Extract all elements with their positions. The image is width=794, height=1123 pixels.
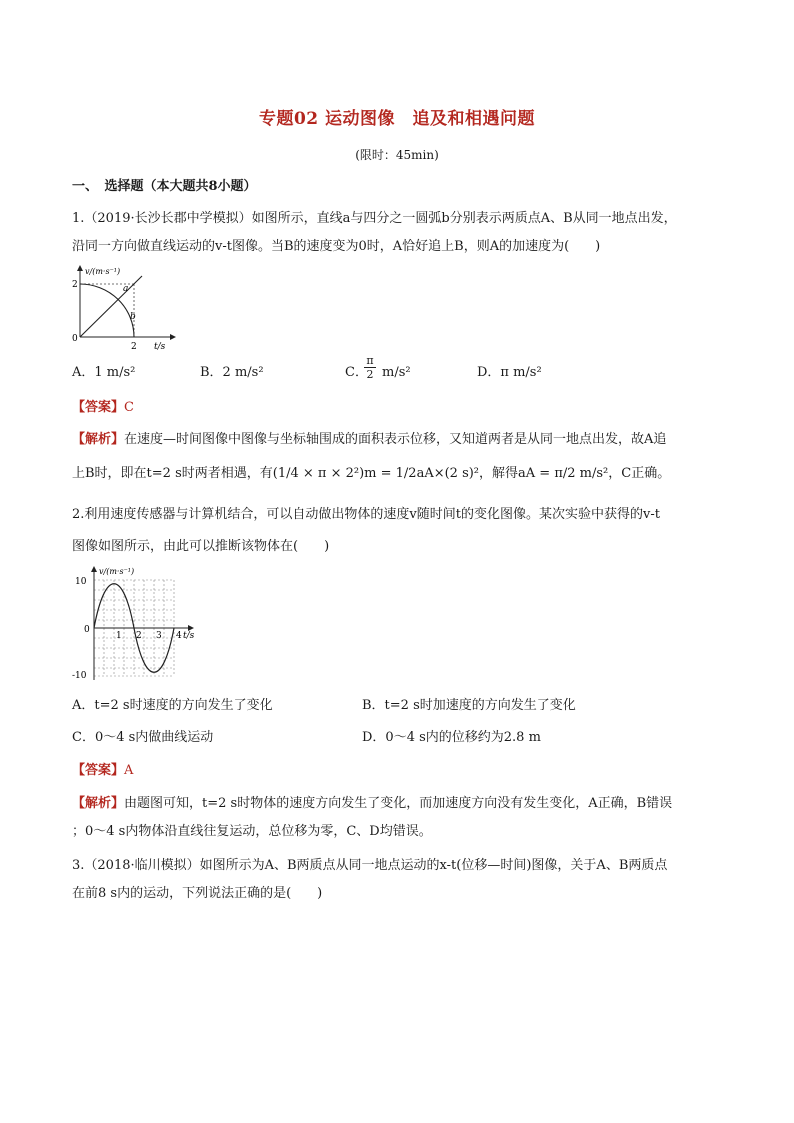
q2-analysis-text1: 由题图可知，t=2 s时物体的速度方向发生了变化，而加速度方向没有发生变化，A正确，B错误: [124, 796, 673, 811]
q1-y-arrow: [77, 265, 83, 271]
q3-line1: 3.（2018·临川模拟）如图所示为A、B两质点从同一地点运动的x-t(位移—时间)图像，关于A、B两质点: [72, 858, 668, 873]
q2-xtick-1: 1: [116, 631, 122, 641]
q1-answer-value: C: [124, 400, 134, 415]
q2-y-arrow: [91, 566, 97, 572]
time-limit: (限时：45min): [355, 148, 439, 162]
q1-analysis-line2: [72, 465, 670, 483]
q2-xtick-4: 4: [176, 631, 182, 641]
q2-vt-graph: [70, 564, 210, 682]
q1-option-d: D．π m/s²: [477, 365, 542, 380]
q2-option-d: D．0～4 s内的位移约为2.8 m: [362, 730, 541, 745]
q1-answer-label: 【答案】: [72, 400, 125, 415]
q2-answer-label: 【答案】: [72, 763, 125, 778]
q1-analysis-text1: 在速度—时间图像中图像与坐标轴围成的面积表示位移，又知道两者是从同一地点出发，故A追: [124, 432, 667, 447]
q1-origin: 0: [72, 334, 78, 344]
q1-option-c-unit: m/s²: [382, 365, 411, 380]
q2-ytick-top: 10: [75, 577, 87, 587]
q1-option-c-num: π: [366, 354, 374, 367]
q1-xtick: 2: [131, 342, 137, 350]
q2-line2: 图像如图所示，由此可以推断该物体在( ): [72, 539, 330, 554]
q2-line1: 2.利用速度传感器与计算机结合，可以自动做出物体的速度v随时间t的变化图像。某次实验中获得的v-t: [72, 507, 660, 522]
q2-xlabel: t/s: [183, 631, 195, 641]
q2-analysis-line2: ；0～4 s内物体沿直线往复运动，总位移为零，C、D均错误。: [72, 824, 432, 839]
q1-vt-graph: [70, 262, 180, 350]
q1-line1: 1.（2019·长沙长郡中学模拟）如图所示，直线a与四分之一圆弧b分别表示两质点A、B从同一地点出发，: [72, 211, 677, 226]
q1-answer: [72, 399, 134, 417]
q2-option-a: A．t=2 s时速度的方向发生了变化: [72, 698, 273, 713]
q1-option-a: A．1 m/s²: [72, 365, 136, 380]
page-title: 专题02 运动图像 追及和相遇问题: [258, 109, 536, 129]
q1-analysis-text2b: (1/4 × π × 2²)m = 1/2aA×(2 s)²，解得: [272, 466, 519, 481]
section-heading: 一、 选择题（本大题共8小题）: [72, 179, 257, 194]
q2-ylabel: v/(m·s⁻¹): [99, 567, 135, 576]
q1-x-arrow: [170, 334, 176, 340]
q1-label-b: b: [130, 312, 136, 322]
q1-analysis-line1: [72, 431, 666, 449]
q1-analysis-text2a: 上B时，即在t=2 s时两者相遇，有: [72, 466, 273, 481]
q2-analysis-line1: [72, 795, 672, 813]
q2-origin: 0: [84, 625, 90, 635]
q1-line2: 沿同一方向做直线运动的v-t图像。当B的速度变为0时，A恰好追上B，则A的加速度为( ): [72, 239, 601, 254]
q1-label-a: a: [123, 284, 129, 294]
q2-analysis-label: 【解析】: [72, 796, 125, 811]
q1-option-c: C．: [345, 365, 368, 380]
q2-ytick-bottom: -10: [72, 671, 87, 681]
q1-option-c-fraction: [364, 354, 376, 381]
q1-xlabel: t/s: [154, 342, 166, 350]
q1-ytick: 2: [72, 280, 78, 290]
q2-option-c: C．0～4 s内做曲线运动: [72, 730, 214, 745]
q1-analysis-text2c: aA = π/2 m/s²，C正确。: [518, 466, 671, 481]
q1-option-b: B．2 m/s²: [200, 365, 264, 380]
q3-line2: 在前8 s内的运动，下列说法正确的是( ): [72, 886, 323, 901]
q1-option-c-den: 2: [364, 367, 376, 381]
q2-answer-value: A: [124, 763, 134, 778]
q2-answer: [72, 762, 133, 780]
q2-xtick-2: 2: [136, 631, 142, 641]
q1-ylabel: v/(m·s⁻¹): [85, 267, 121, 276]
q2-xtick-3: 3: [156, 631, 162, 641]
q1-analysis-label: 【解析】: [72, 432, 125, 447]
q2-option-b: B．t=2 s时加速度的方向发生了变化: [362, 698, 576, 713]
